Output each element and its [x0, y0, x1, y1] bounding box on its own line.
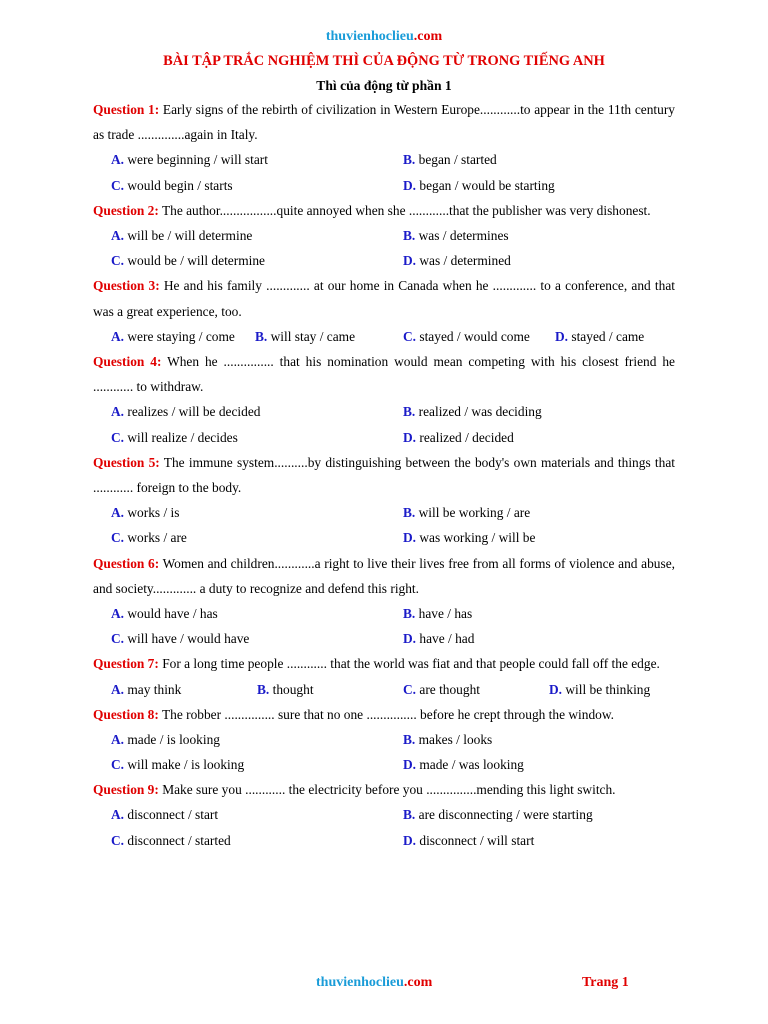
option-d[interactable] [403, 173, 555, 198]
option-d[interactable] [403, 828, 534, 853]
option-c[interactable] [111, 248, 265, 273]
option-text: began / started [415, 152, 497, 168]
option-letter: A. [111, 605, 125, 621]
options-row [93, 601, 675, 626]
option-a[interactable] [111, 500, 179, 525]
footer-site-name: thuvienhoclieu [316, 975, 404, 990]
option-letter: C. [403, 681, 417, 697]
option-text: made / is looking [124, 731, 220, 747]
option-letter: C. [111, 757, 125, 773]
option-a[interactable] [111, 399, 260, 424]
options-row [93, 525, 675, 550]
option-text: may think [124, 681, 182, 697]
option-b[interactable] [403, 727, 492, 752]
option-b[interactable] [403, 802, 593, 827]
question-body: The robber ............... sure that no one ............... before he crept through the window. [158, 706, 615, 722]
question-label: Question 5: [93, 454, 160, 470]
question-text [93, 198, 675, 223]
option-a[interactable] [111, 223, 252, 248]
option-letter: C. [111, 631, 125, 647]
page-footer [0, 972, 768, 994]
site-header [93, 26, 675, 48]
question-body: When he ............... that his nomination would mean competing with his closest friend he ............ to withdraw. [93, 353, 675, 395]
options-row [93, 147, 675, 172]
question-text [93, 97, 675, 147]
option-text: stayed / would come [416, 328, 530, 344]
option-text: will have / would have [124, 631, 250, 647]
option-letter: B. [403, 404, 416, 420]
option-text: would be / will determine [124, 253, 265, 269]
option-text: would begin / starts [124, 177, 233, 193]
option-d[interactable] [403, 626, 474, 651]
option-d[interactable] [403, 425, 514, 450]
option-letter: A. [111, 328, 125, 344]
option-d[interactable] [555, 324, 644, 349]
option-letter: B. [403, 505, 416, 521]
option-c[interactable] [111, 425, 238, 450]
option-d[interactable] [403, 248, 511, 273]
question-body: For a long time people ............ that the world was fiat and that people could fall off the edge. [158, 656, 660, 672]
option-text: realizes / will be decided [124, 404, 261, 420]
footer-site [316, 972, 432, 994]
option-text: were beginning / will start [124, 152, 268, 168]
option-b[interactable] [257, 677, 314, 702]
option-letter: B. [403, 731, 416, 747]
question-label: Question 8: [93, 706, 159, 722]
option-text: will realize / decides [124, 429, 238, 445]
question-text [93, 450, 675, 500]
option-text: stayed / came [568, 328, 645, 344]
option-text: began / would be starting [416, 177, 555, 193]
option-d[interactable] [403, 525, 535, 550]
option-letter: C. [111, 177, 125, 193]
document-subtitle: Thì của động từ phần 1 [316, 78, 452, 93]
option-letter: A. [111, 731, 125, 747]
option-text: was working / will be [416, 530, 536, 546]
option-letter: C. [111, 832, 125, 848]
question-2 [93, 198, 675, 274]
question-7 [93, 651, 675, 701]
option-b[interactable] [403, 223, 509, 248]
option-letter: D. [555, 328, 569, 344]
option-c[interactable] [111, 525, 187, 550]
question-body: Early signs of the rebirth of civilization in Western Europe............to appear in the 11th century as trade ..............again in Italy. [93, 102, 675, 143]
option-letter: B. [403, 807, 416, 823]
options-row [93, 500, 675, 525]
option-text: will stay / came [267, 328, 356, 344]
option-text: will be working / are [415, 505, 531, 521]
option-letter: C. [111, 429, 125, 445]
option-text: was / determined [416, 253, 511, 269]
option-a[interactable] [111, 601, 218, 626]
page-number: Trang 1 [582, 975, 629, 990]
question-4 [93, 349, 675, 450]
question-3 [93, 273, 675, 349]
options-row [93, 248, 675, 273]
question-label: Question 1: [93, 102, 160, 117]
option-letter: D. [403, 757, 417, 773]
question-text [93, 349, 675, 399]
option-letter: C. [403, 328, 417, 344]
option-c[interactable] [403, 677, 480, 702]
document-page [93, 26, 675, 853]
question-text [93, 702, 675, 727]
question-label: Question 9: [93, 782, 159, 798]
question-body: Make sure you ............ the electricity before you ...............mending this light switch. [158, 782, 616, 798]
option-text: are disconnecting / were starting [415, 807, 593, 823]
option-text: disconnect / started [124, 832, 231, 848]
option-letter: A. [111, 505, 125, 521]
option-c[interactable] [111, 626, 249, 651]
option-letter: D. [403, 631, 417, 647]
option-text: realized / decided [416, 429, 514, 445]
option-text: makes / looks [415, 731, 493, 747]
option-letter: B. [257, 681, 270, 697]
option-text: have / has [415, 605, 473, 621]
question-body: Women and children............a right to live their lives free from all forms of violence and abuse, and society............. a duty to recognize and defend this right. [93, 555, 676, 596]
option-text: will make / is looking [124, 757, 245, 773]
option-text: were staying / come [124, 328, 235, 344]
option-text: thought [269, 681, 314, 697]
option-letter: C. [111, 530, 125, 546]
option-letter: D. [549, 681, 563, 697]
option-text: will be / will determine [124, 227, 253, 243]
option-text: realized / was deciding [415, 404, 542, 420]
options-row [93, 324, 675, 349]
option-a[interactable] [111, 324, 235, 349]
option-b[interactable] [255, 324, 355, 349]
question-list [93, 97, 675, 853]
option-text: have / had [416, 631, 475, 647]
option-letter: D. [403, 832, 417, 848]
options-row [93, 425, 675, 450]
option-letter: D. [403, 253, 417, 269]
option-b[interactable] [403, 147, 497, 172]
question-text [93, 551, 675, 601]
option-letter: D. [403, 530, 417, 546]
option-text: are thought [416, 681, 480, 697]
option-c[interactable] [111, 173, 233, 198]
question-label: Question 4: [93, 353, 162, 369]
option-text: was / determines [415, 227, 509, 243]
option-text: disconnect / start [124, 807, 219, 823]
option-c[interactable] [111, 828, 231, 853]
question-text [93, 273, 675, 323]
option-letter: A. [111, 807, 125, 823]
option-text: disconnect / will start [416, 832, 535, 848]
question-6 [93, 551, 675, 652]
question-label: Question 3: [93, 278, 160, 294]
option-text: works / is [124, 505, 180, 521]
options-row [93, 223, 675, 248]
options-row [93, 677, 675, 702]
option-letter: D. [403, 429, 417, 445]
question-label: Question 7: [93, 656, 159, 672]
option-letter: B. [403, 605, 416, 621]
question-text [93, 651, 675, 676]
site-domain: .com [413, 29, 443, 44]
footer-site-domain: .com [403, 975, 433, 990]
option-a[interactable] [111, 677, 181, 702]
question-body: The author.................quite annoyed when she ............that the publisher was very dishonest. [158, 202, 651, 218]
option-a[interactable] [111, 147, 268, 172]
option-letter: B. [255, 328, 268, 344]
option-b[interactable] [403, 601, 472, 626]
option-text: would have / has [124, 605, 218, 621]
option-d[interactable] [549, 677, 650, 702]
option-text: works / are [124, 530, 187, 546]
option-c[interactable] [403, 324, 530, 349]
options-row [93, 399, 675, 424]
question-8 [93, 702, 675, 778]
options-row [93, 802, 675, 827]
option-letter: A. [111, 152, 125, 168]
question-body: The immune system..........by distinguishing between the body's own materials and things that ............ foreign to the body. [93, 454, 675, 495]
options-row [93, 727, 675, 752]
document-title: BÀI TẬP TRẮC NGHIỆM THÌ CỦA ĐỘNG TỪ TRONG TIẾNG ANH [163, 53, 605, 69]
options-row [93, 752, 675, 777]
options-row [93, 626, 675, 651]
option-a[interactable] [111, 802, 218, 827]
option-letter: C. [111, 253, 125, 269]
option-c[interactable] [111, 752, 244, 777]
question-9 [93, 777, 675, 853]
options-row [93, 173, 675, 198]
option-text: made / was looking [416, 757, 524, 773]
question-1 [93, 97, 675, 198]
question-text [93, 777, 675, 802]
site-name: thuvienhoclieu [325, 29, 414, 44]
option-letter: D. [403, 177, 417, 193]
question-label: Question 6: [93, 555, 160, 571]
question-5 [93, 450, 675, 551]
option-b[interactable] [403, 500, 530, 525]
option-a[interactable] [111, 727, 220, 752]
option-b[interactable] [403, 399, 542, 424]
option-letter: A. [111, 227, 125, 243]
question-body: He and his family ............. at our home in Canada when he ............. to a conference, and that was a great experience, too. [93, 278, 675, 319]
option-letter: B. [403, 227, 416, 243]
option-d[interactable] [403, 752, 524, 777]
option-letter: B. [403, 152, 416, 168]
option-letter: A. [111, 681, 125, 697]
option-text: will be thinking [562, 681, 651, 697]
option-letter: A. [111, 404, 125, 420]
question-label: Question 2: [93, 202, 159, 218]
options-row [93, 828, 675, 853]
